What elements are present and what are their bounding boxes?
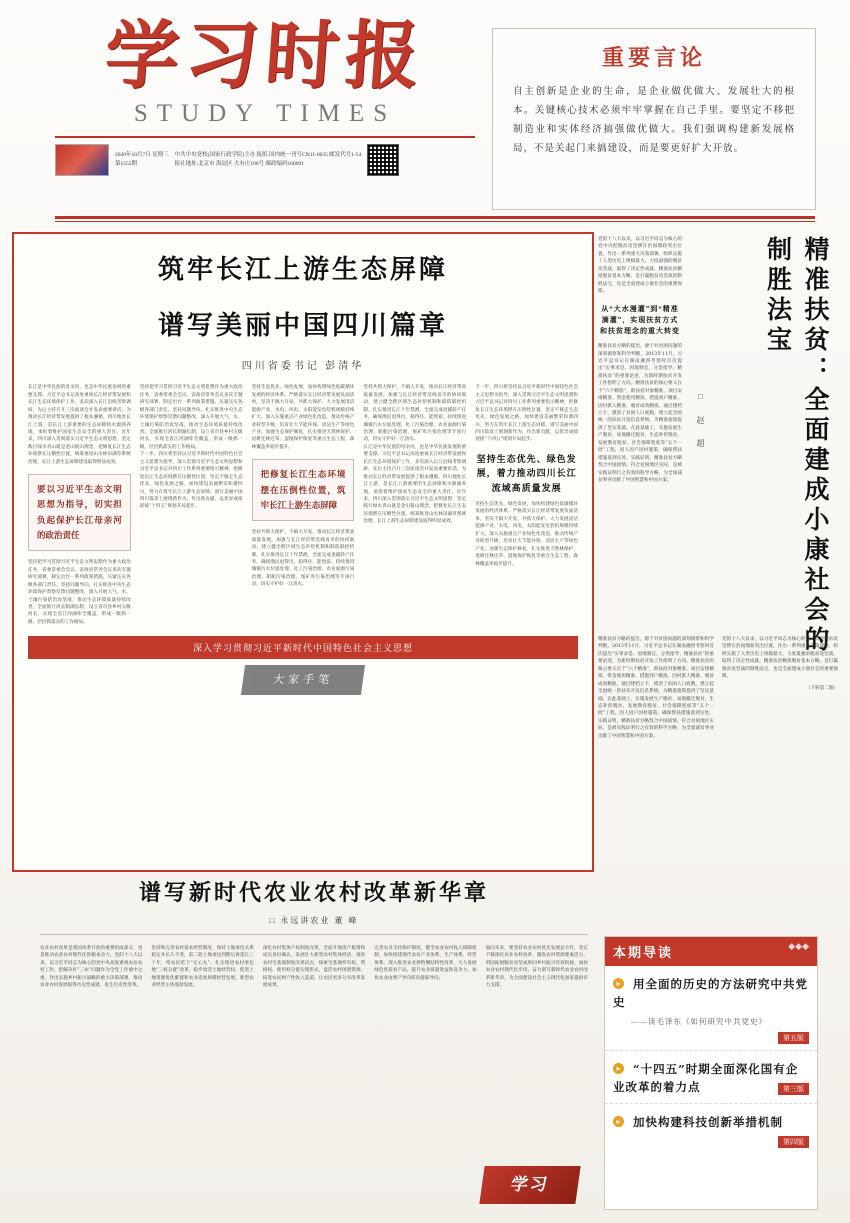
right-article-column-1 <box>598 636 714 740</box>
header-divider <box>55 216 815 219</box>
main-article-red-banner: 深入学习贯彻习近平新时代中国特色社会主义思想 <box>28 636 578 659</box>
header-divider-thin <box>55 221 815 222</box>
masthead-date-text: 2020年10月7日 星期三 <box>115 152 169 159</box>
article-paragraph: 精准扶贫方略的提出，源于对贫困问题的深刻洞察和科学判断。2013年11月，习近平总书记在湖南湘西考察时首次提出“实事求是、因地制宜、分类指导、精准扶贫”的重要论述，为新时期扶贫开发工作指明了方向。精准扶贫的核心要义在于“六个精准”，即扶持对象精准、项目安排精准、资金使用精准、措施到户精准、因村派人精准、脱贫成效精准。通过建档立卡，摸清了贫困人口底数，建立起全国统一的扶贫开发信息系统，为精准施策提供了坚实基础。在此基础上，实施发展生产脱贫、易地搬迁脱贫、生态补偿脱贫、发展教育脱贫、社会保障兜底等“五个一批”工程，因人因户因村施策，确保帮扶措施落到实处。实践证明，精准扶贫方略契合中国国情、符合贫困地区实际，是被实践证明行之有效的科学方略，为全球减贫事业贡献了中国智慧和中国方案。 <box>598 637 714 739</box>
article-paragraph: 党的十八大以来，以习近平同志为核心的党中央把脱贫攻坚摆在治国理政突出位置，作出一系列重大决策部署，组织实施了人类历史上规模最大、力度最强的脱贫攻坚战，取得了决定性成就。精准扶贫精准脱贫基本方略，是打赢脱贫攻坚战的制胜法宝，也是全面建成小康社会的重要保障。 <box>598 237 682 295</box>
article-paragraph: 下一步，四川将坚持以习近平新时代中国特色社会主义思想为指导，深入贯彻习近平生态文明思想和习近平总书记对四川工作系列重要指示精神，把修复长江生态环境摆在压倒性位置，坚定不移走生态优先、绿色发展之路，加快建设美丽繁荣和谐四川，努力在筑牢长江上游生态屏障、谱写美丽中国四川篇章上展现新作为、作出新贡献，以优异成绩迎接“十四五”规划开局起步。 <box>139 452 243 510</box>
flag-emblem-icon <box>55 144 109 176</box>
main-article-column-4 <box>363 384 466 626</box>
article-paragraph: 坚持共抓大保护、不搞大开发，推动长江经济带高质量发展。加强与长江经济带沿线省市的协同联动，建立健全跨区域生态补偿机制和联防联控机制。扎实推进长江十年禁渔，全面完成退捕转产任务，确保渔民退得出、稳得住、能致富。持续推进城镇污水垃圾处理、化工污染治理、农业面源污染治理、船舶污染治理、尾矿库污染治理等专项行动，切实守护好一江清水。 <box>363 385 467 443</box>
masthead-publisher-line1: 中共中央党校(国家行政学院)主办 报纸 国内统一刊号CN11-0035 邮发代号1-54 <box>174 152 362 159</box>
article-paragraph: 完善农业支持保护制度，健全农业农村投入保障机制，加快构建现代农业产业体系、生产体系、经营体系。深入推进农业供给侧结构性改革，大力发展绿色优质农产品，提升农业质量效益和竞争力，加快农业由增产导向转向提质导向。 <box>374 946 477 981</box>
right-article-title-main: 全面建成小康社会的制胜法宝 <box>763 236 830 656</box>
chevron-right-icon: ▸ <box>613 1116 624 1127</box>
article-paragraph: 长江是中华民族的母亲河，也是中华民族发展的重要支撑。习近平总书记高度重视长江经济带发展和长江生态环境保护工作，多次深入长江沿线考察调研，先后主持召开三次座谈会并发表重要讲话，为推动长江经济带发展提供了根本遵循。四川地处长江上游，是长江上游重要的生态屏障和水源涵养地，承担着维护国家生态安全的重大责任。近年来，四川深入贯彻落实习近平生态文明思想，坚定践行绿水青山就是金山银山理念，把修复长江生态环境摆在压倒性位置，统筹推进山水林田湖草系统治理，长江上游生态屏障建设取得明显成效。 <box>28 385 131 465</box>
right-article-title <box>714 236 834 656</box>
contents-item-title: 加快构建科技创新举措机制 <box>633 1114 783 1129</box>
right-article-left-column <box>598 236 682 484</box>
masthead-subtitle: STUDY TIMES <box>133 99 397 127</box>
contents-header-label: 本期导读 <box>613 946 674 961</box>
article-paragraph: 坚持把学习贯彻习近平生态文明思想作为重大政治任务，省委常委会会议、省政府常务会议多次专题研究部署，制定出台一系列政策措施，压紧压实各级各部门责任。坚持问题导向，扎实推进中央生态环境保护督察反馈问题整改，深入开展大气、水、土壤污染防治攻坚战，推动生态环境质量持续改善。全面推行河长制湖长制，设立省市县乡村五级河长，实现全省江河湖库全覆盖，形成一级抓一级、层层抓落实的工作格局。 <box>139 385 243 450</box>
right-article-quote-head: 从“大水漫灌”到“精准滴灌”，实现扶贫方式和扶贫理念的重大转变 <box>600 304 680 335</box>
contents-item-subtitle: ——读毛泽东《如何研究中共党史》 <box>631 1016 767 1026</box>
column-stamp: 大家手笔 <box>241 665 365 695</box>
main-article-column-2 <box>140 384 243 626</box>
article-paragraph: 坚持生态优先、绿色发展，加快构建绿色低碳循环发展的经济体系。严格落实长江经济带发展负面清单，坚决不搞大开发、共抓大保护。大力发展清洁能源产业，水电、风电、太阳能发电装机规模持续扩大。深入实施重点产业绿色化改造，推动传统产业转型升级，培育壮大节能环保、清洁生产等绿色产业。加强生态保护修复，扎实推进天然林保护、退耕还林还草、湿地保护恢复等重点生态工程，森林覆盖率稳步提升。 <box>251 385 355 450</box>
contents-header <box>605 937 817 966</box>
right-article-title-lead: 精准扶贫： <box>801 236 830 386</box>
bottom-article-column-2 <box>151 945 253 990</box>
main-article-title-line2: 谱写美丽中国四川篇章 <box>157 310 448 341</box>
bottom-article-byline: □ 永远讲农业 董 峰 <box>269 916 359 925</box>
main-article-highlight-2: 把修复长江生态环境摆在压倒性位置，筑牢长江上游生态屏障 <box>252 459 355 521</box>
contents-item[interactable] <box>605 966 817 1051</box>
important-statement-body: 自主创新是企业的生命，是企业做优做大、发展壮大的根本。关键核心技术必须牢牢掌握在自己手里。要坚定不移把制造业和实体经济搞强做优做大。我们强调构建新发展格局，不是关起门来搞建设，而是要更好扩大开放。 <box>513 86 795 154</box>
study-logo-stamp: 学习 <box>479 1166 580 1204</box>
contents-item-title: “十四五”时期全面深化国有企业改革的着力点 <box>613 1061 799 1095</box>
masthead-publisher <box>175 151 362 168</box>
bottom-article-columns <box>40 935 588 990</box>
article-paragraph: 坚持生态优先、绿色发展，加快构建绿色低碳循环发展的经济体系。严格落实长江经济带发展负面清单，坚决不搞大开发、共抓大保护。大力发展清洁能源产业，水电、风电、太阳能发电装机规模持续扩大。深入实施重点产业绿色化改造，推动传统产业转型升级，培育壮大节能环保、清洁生产等绿色产业。加强生态保护修复，扎实推进天然林保护、退耕还林还草、湿地保护恢复等重点生态工程，森林覆盖率稳步提升。 <box>475 502 578 567</box>
right-article-bottom-columns <box>598 636 838 740</box>
masthead-title: 学习时报 <box>102 13 429 99</box>
article-paragraph: 精准扶贫方略的提出，源于对贫困问题的深刻洞察和科学判断。2013年11月，习近平总书记在湖南湘西考察时首次提出“实事求是、因地制宜、分类指导、精准扶贫”的重要论述，为新时期扶贫开发工作指明了方向。精准扶贫的核心要义在于“六个精准”，即扶持对象精准、项目安排精准、资金使用精准、措施到户精准、因村派人精准、脱贫成效精准。通过建档立卡，摸清了贫困人口底数，建立起全国统一的扶贫开发信息系统，为精准施策提供了坚实基础。在此基础上，实施发展生产脱贫、易地搬迁脱贫、生态补偿脱贫、发展教育脱贫、社会保障兜底等“五个一批”工程，因人因户因村施策，确保帮扶措施落到实处。实践证明，精准扶贫方略契合中国国情、符合贫困地区实际，是被实践证明行之有效的科学方略，为全球减贫事业贡献了中国智慧和中国方案。 <box>598 344 682 483</box>
masthead-info <box>55 143 475 177</box>
bottom-article-title: 谱写新时代农业农村改革新华章 <box>138 880 489 906</box>
article-paragraph: 深化农村集体产权制度改革，全面开展清产核资和成员身份确认，发展壮大新型农村集体经济。推进农村宅基地制度改革试点，探索宅基地所有权、资格权、使用权分置实现形式，盘活农村闲置资源，拓宽农民财产性收入渠道，让农民更多分享改革发展成果。 <box>262 946 366 989</box>
contents-item[interactable] <box>605 1104 817 1154</box>
article-paragraph: 农业农村改革是我国改革开放的重要组成部分，也是推动农业农村现代化的根本动力。党的十八大以来，以习近平同志为核心的党中央高度重视农业农村工作，把解决好“三农”问题作为全党工作重中之重，作出实施乡村振兴战略的重大决策部署，推动农业农村发展取得历史性成就、发生历史性变革。 <box>40 946 143 989</box>
article-paragraph: 坚持把学习贯彻习近平生态文明思想作为重大政治任务，省委常委会会议、省政府常务会议多次专题研究部署，制定出台一系列政策措施，压紧压实各级各部门责任。坚持问题导向，扎实推进中央生态环境保护督察反馈问题整改，深入开展大气、水、土壤污染防治攻坚战，推动生态环境质量持续改善。全面推行河长制湖长制，设立省市县乡村五级河长，实现全省江河湖库全覆盖，形成一级抓一级、层层抓落实的工作格局。 <box>28 560 131 625</box>
article-paragraph: 坚持和完善农村基本经营制度，保持土地承包关系稳定并长久不变，第二轮土地承包到期后再延长三十年，给农民吃下“定心丸”。扎实推进农村承包地“三权分置”改革，稳步放活土地经营权，促进土地资源优化配置和农业适度规模经营发展，新型农业经营主体蓬勃发展。 <box>151 946 254 989</box>
masthead-issue-text: 第1555期 <box>115 160 138 167</box>
masthead-date <box>115 151 169 168</box>
contents-item-title: 用全面的历史的方法研究中共党史 <box>613 977 808 1010</box>
right-article-footnote: （下转第二版） <box>805 685 838 691</box>
masthead-publisher-line2: 报社地址:北京市 海淀区 大有庄100号 邮政编码100091 <box>174 160 305 167</box>
contents-item-page: 第三版 <box>778 1083 809 1095</box>
bottom-article-column-1 <box>40 945 142 990</box>
main-article-column-5 <box>475 384 578 626</box>
main-article-byline: 四川省委书记 彭清华 <box>241 361 365 373</box>
important-statement-box <box>492 28 816 210</box>
qr-code-icon[interactable] <box>367 144 399 176</box>
bottom-article-column-4 <box>374 945 476 990</box>
contents-header-dots: ◆◆◆ <box>788 942 809 952</box>
article-paragraph: 坚持共抓大保护、不搞大开发，推动长江经济带高质量发展。加强与长江经济带沿线省市的协同联动，建立健全跨区域生态补偿机制和联防联控机制。扎实推进长江十年禁渔，全面完成退捕转产任务，确保渔民退得出、稳得住、能致富。持续推进城镇污水垃圾处理、化工污染治理、农业面源污染治理、船舶污染治理、尾矿库污染治理等专项行动，切实守护好一江清水。 <box>251 530 355 588</box>
main-article-subhead: 坚持生态优先、绿色发展，着力推动四川长江流域高质量发展 <box>476 453 577 493</box>
bottom-article <box>40 876 588 1206</box>
chevron-right-icon: ▸ <box>613 978 624 989</box>
chevron-right-icon: ▸ <box>613 1063 624 1074</box>
important-statement-title: 重要言论 <box>601 45 706 71</box>
main-article-title-line1: 筑牢长江上游生态屏障 <box>157 255 448 285</box>
contents-item[interactable] <box>605 1051 817 1104</box>
article-paragraph: 长江是中华民族的母亲河，也是中华民族发展的重要支撑。习近平总书记高度重视长江经济带发展和长江生态环境保护工作，多次深入长江沿线考察调研，先后主持召开三次座谈会并发表重要讲话，为推动长江经济带发展提供了根本遵循。四川地处长江上游，是长江上游重要的生态屏障和水源涵养地，承担着维护国家生态安全的重大责任。近年来，四川深入贯彻落实习近平生态文明思想，坚定践行绿水青山就是金山银山理念，把修复长江生态环境摆在压倒性位置，统筹推进山水林田湖草系统治理，长江上游生态屏障建设取得明显成效。 <box>363 444 467 525</box>
contents-item-page: 第五版 <box>778 1032 809 1044</box>
main-article-columns <box>14 372 592 626</box>
masthead-rule <box>55 136 475 138</box>
article-paragraph: 下一步，四川将坚持以习近平新时代中国特色社会主义思想为指导，深入贯彻习近平生态文明思想和习近平总书记对四川工作系列重要指示精神，把修复长江生态环境摆在压倒性位置，坚定不移走生态优先、绿色发展之路，加快建设美丽繁荣和谐四川，努力在筑牢长江上游生态屏障、谱写美丽中国四川篇章上展现新作为、作出新贡献，以优异成绩迎接“十四五”规划开局起步。 <box>475 385 578 443</box>
main-article-column-1 <box>28 384 131 626</box>
masthead <box>55 13 475 208</box>
contents-box <box>604 936 818 1210</box>
contents-item-page: 第四版 <box>778 1136 809 1148</box>
bottom-article-column-3 <box>263 945 365 990</box>
main-article <box>12 232 594 872</box>
article-paragraph: 党的十八大以来，以习近平同志为核心的党中央把脱贫攻坚摆在治国理政突出位置，作出一系列重大决策部署，组织实施了人类历史上规模最大、力度最强的脱贫攻坚战，取得了决定性成就。精准扶贫精准脱贫基本方略，是打赢脱贫攻坚战的制胜法宝，也是全面建成小康社会的重要保障。 <box>722 637 838 680</box>
main-article-highlight-1: 要以习近平生态文明思想为指导，切实担负起保护长江母亲河的政治责任 <box>28 474 131 551</box>
right-article-byline: □ 赵 超 <box>696 392 705 450</box>
main-article-column-3 <box>252 384 355 626</box>
right-article-column-2 <box>722 636 838 740</box>
bottom-article-column-5 <box>486 945 588 990</box>
article-paragraph: 面向未来，要坚持农业农村优先发展总方针，坚定不移深化农业农村改革，激发农村资源要素活力，巩固拓展脱贫攻坚成果同乡村振兴有效衔接，加快农业农村现代化步伐，奋力谱写新时代农业农村改革新华章，为全面建设社会主义现代化国家提供有力支撑。 <box>485 946 589 989</box>
right-article <box>598 232 838 932</box>
